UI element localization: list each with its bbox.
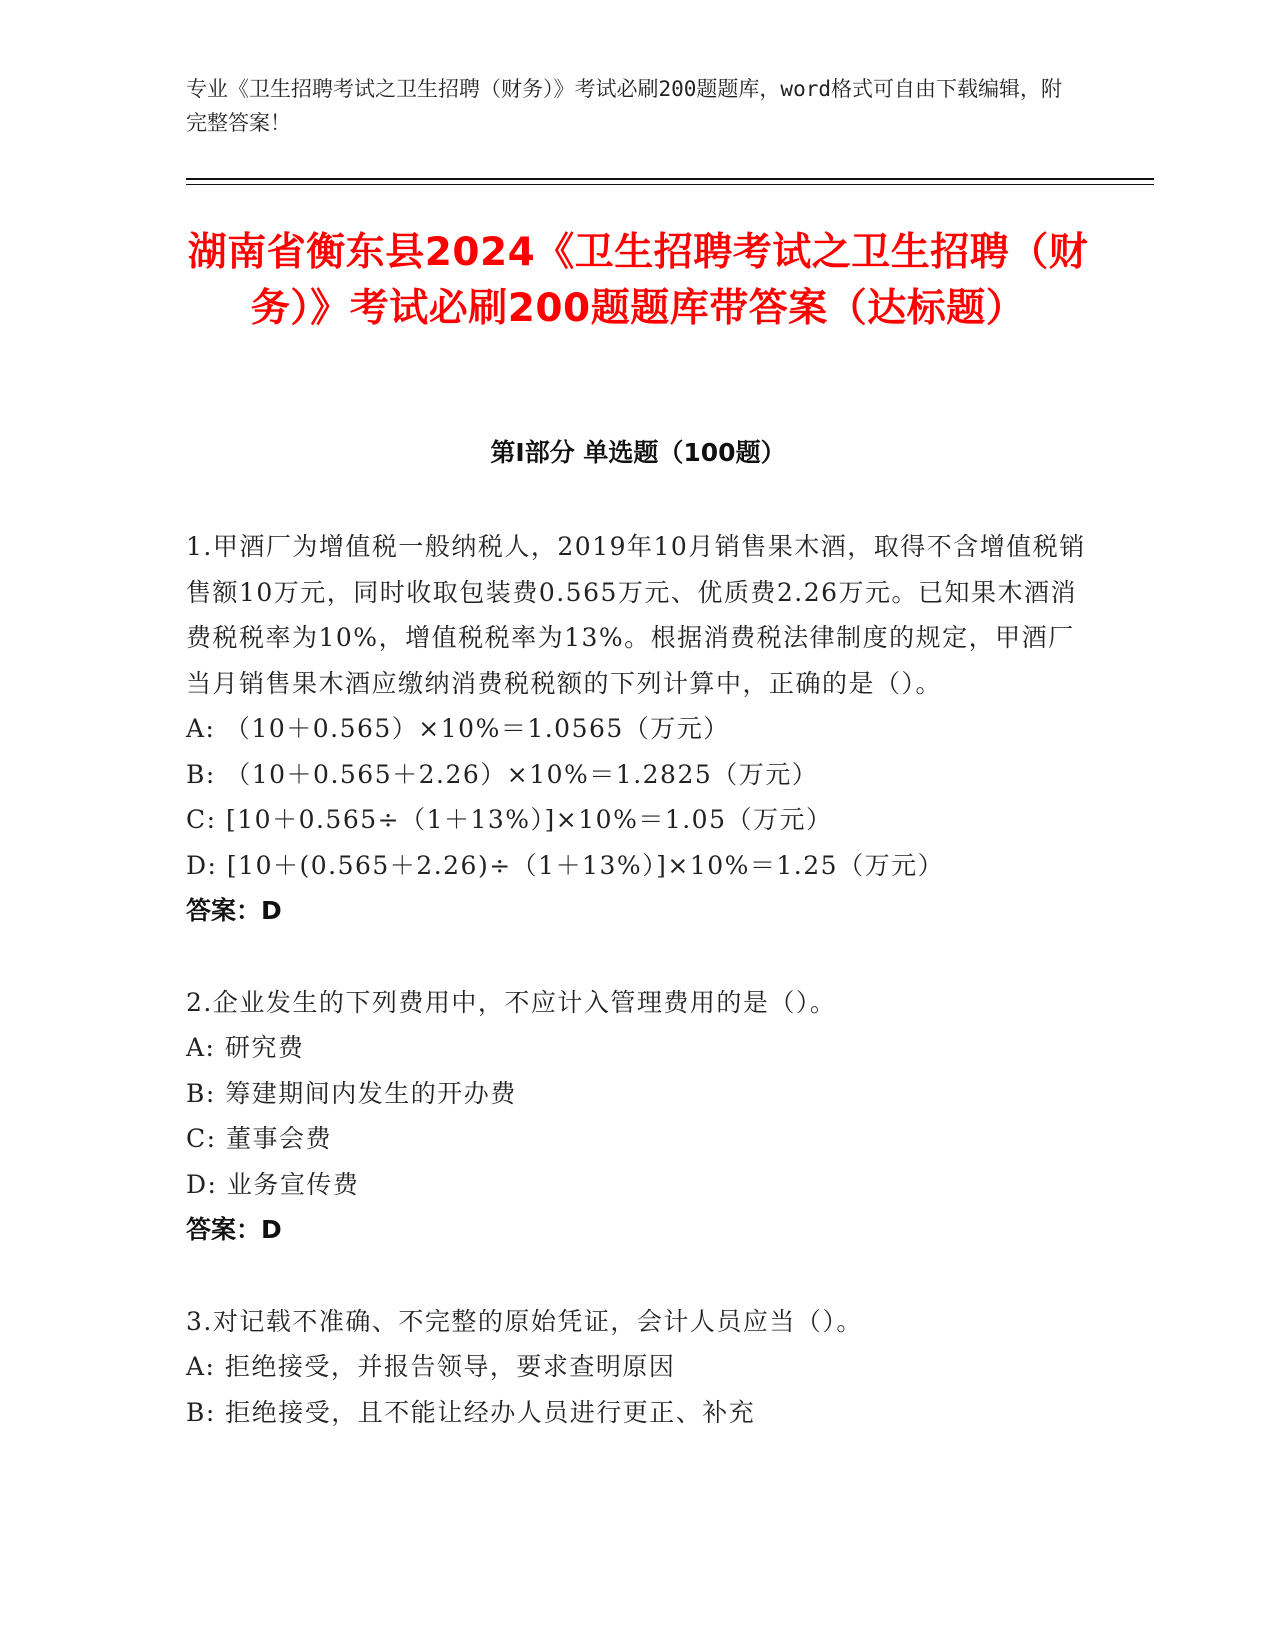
option-c: C: 董事会费 (186, 1124, 332, 1153)
question-stem: 3.对记载不准确、不完整的原始凭证，会计人员应当（）。 (186, 1306, 863, 1336)
question-stem: 1.甲酒厂为增值税一般纳税人，2019年10月销售果木酒，取得不含增值税销售额10万元，同时收取包装费0.565万元、优质费2.26万元。已知果木酒消费税税率为10%，增值税税率为13%。根据消费税法律制度的规定，甲酒厂当月销售果木酒应缴纳消费税税额的下列计算中，正确的是（）。 (186, 532, 1086, 698)
question-stem: 2.企业发生的下列费用中，不应计入管理费用的是（）。 (186, 987, 837, 1017)
option-a: A: 研究费 (186, 1033, 305, 1062)
header-divider-thin (186, 184, 1154, 185)
option-b: B: （10＋0.565＋2.26）×10%＝1.2825（万元） (186, 759, 819, 789)
question-3 (186, 1299, 1086, 1436)
option-d: D: [10＋(0.565＋2.26)÷（1＋13%）]×10%＝1.25（万元） (186, 850, 945, 880)
option-b: B: 拒绝接受，且不能让经办人员进行更正、补充 (186, 1397, 756, 1427)
question-list (186, 524, 1086, 1481)
answer: 答案：D (186, 896, 282, 925)
document-title: 湖南省衡东县2024《卫生招聘考试之卫生招聘（财务）》考试必刷200题题库带答案（达标题） (187, 230, 1089, 331)
header-note: 专业《卫生招聘考试之卫生招聘（财务）》考试必刷200题题库，word格式可自由下载编辑，附完整答案！ (186, 77, 1062, 135)
question-2 (186, 980, 1086, 1253)
option-a: A: 拒绝接受，并报告领导，要求查明原因 (186, 1352, 676, 1381)
header-divider-thick (186, 178, 1154, 180)
question-1 (186, 524, 1086, 934)
section-heading: 第I部分 单选题（100题） (490, 438, 786, 467)
option-b: B: 筹建期间内发生的开办费 (186, 1078, 517, 1108)
option-d: D: 业务宣传费 (186, 1169, 360, 1199)
option-c: C: [10＋0.565÷（1＋13%）]×10%＝1.05（万元） (186, 805, 833, 834)
option-a: A: （10＋0.565）×10%＝1.0565（万元） (186, 714, 730, 743)
answer: 答案：D (186, 1215, 282, 1244)
